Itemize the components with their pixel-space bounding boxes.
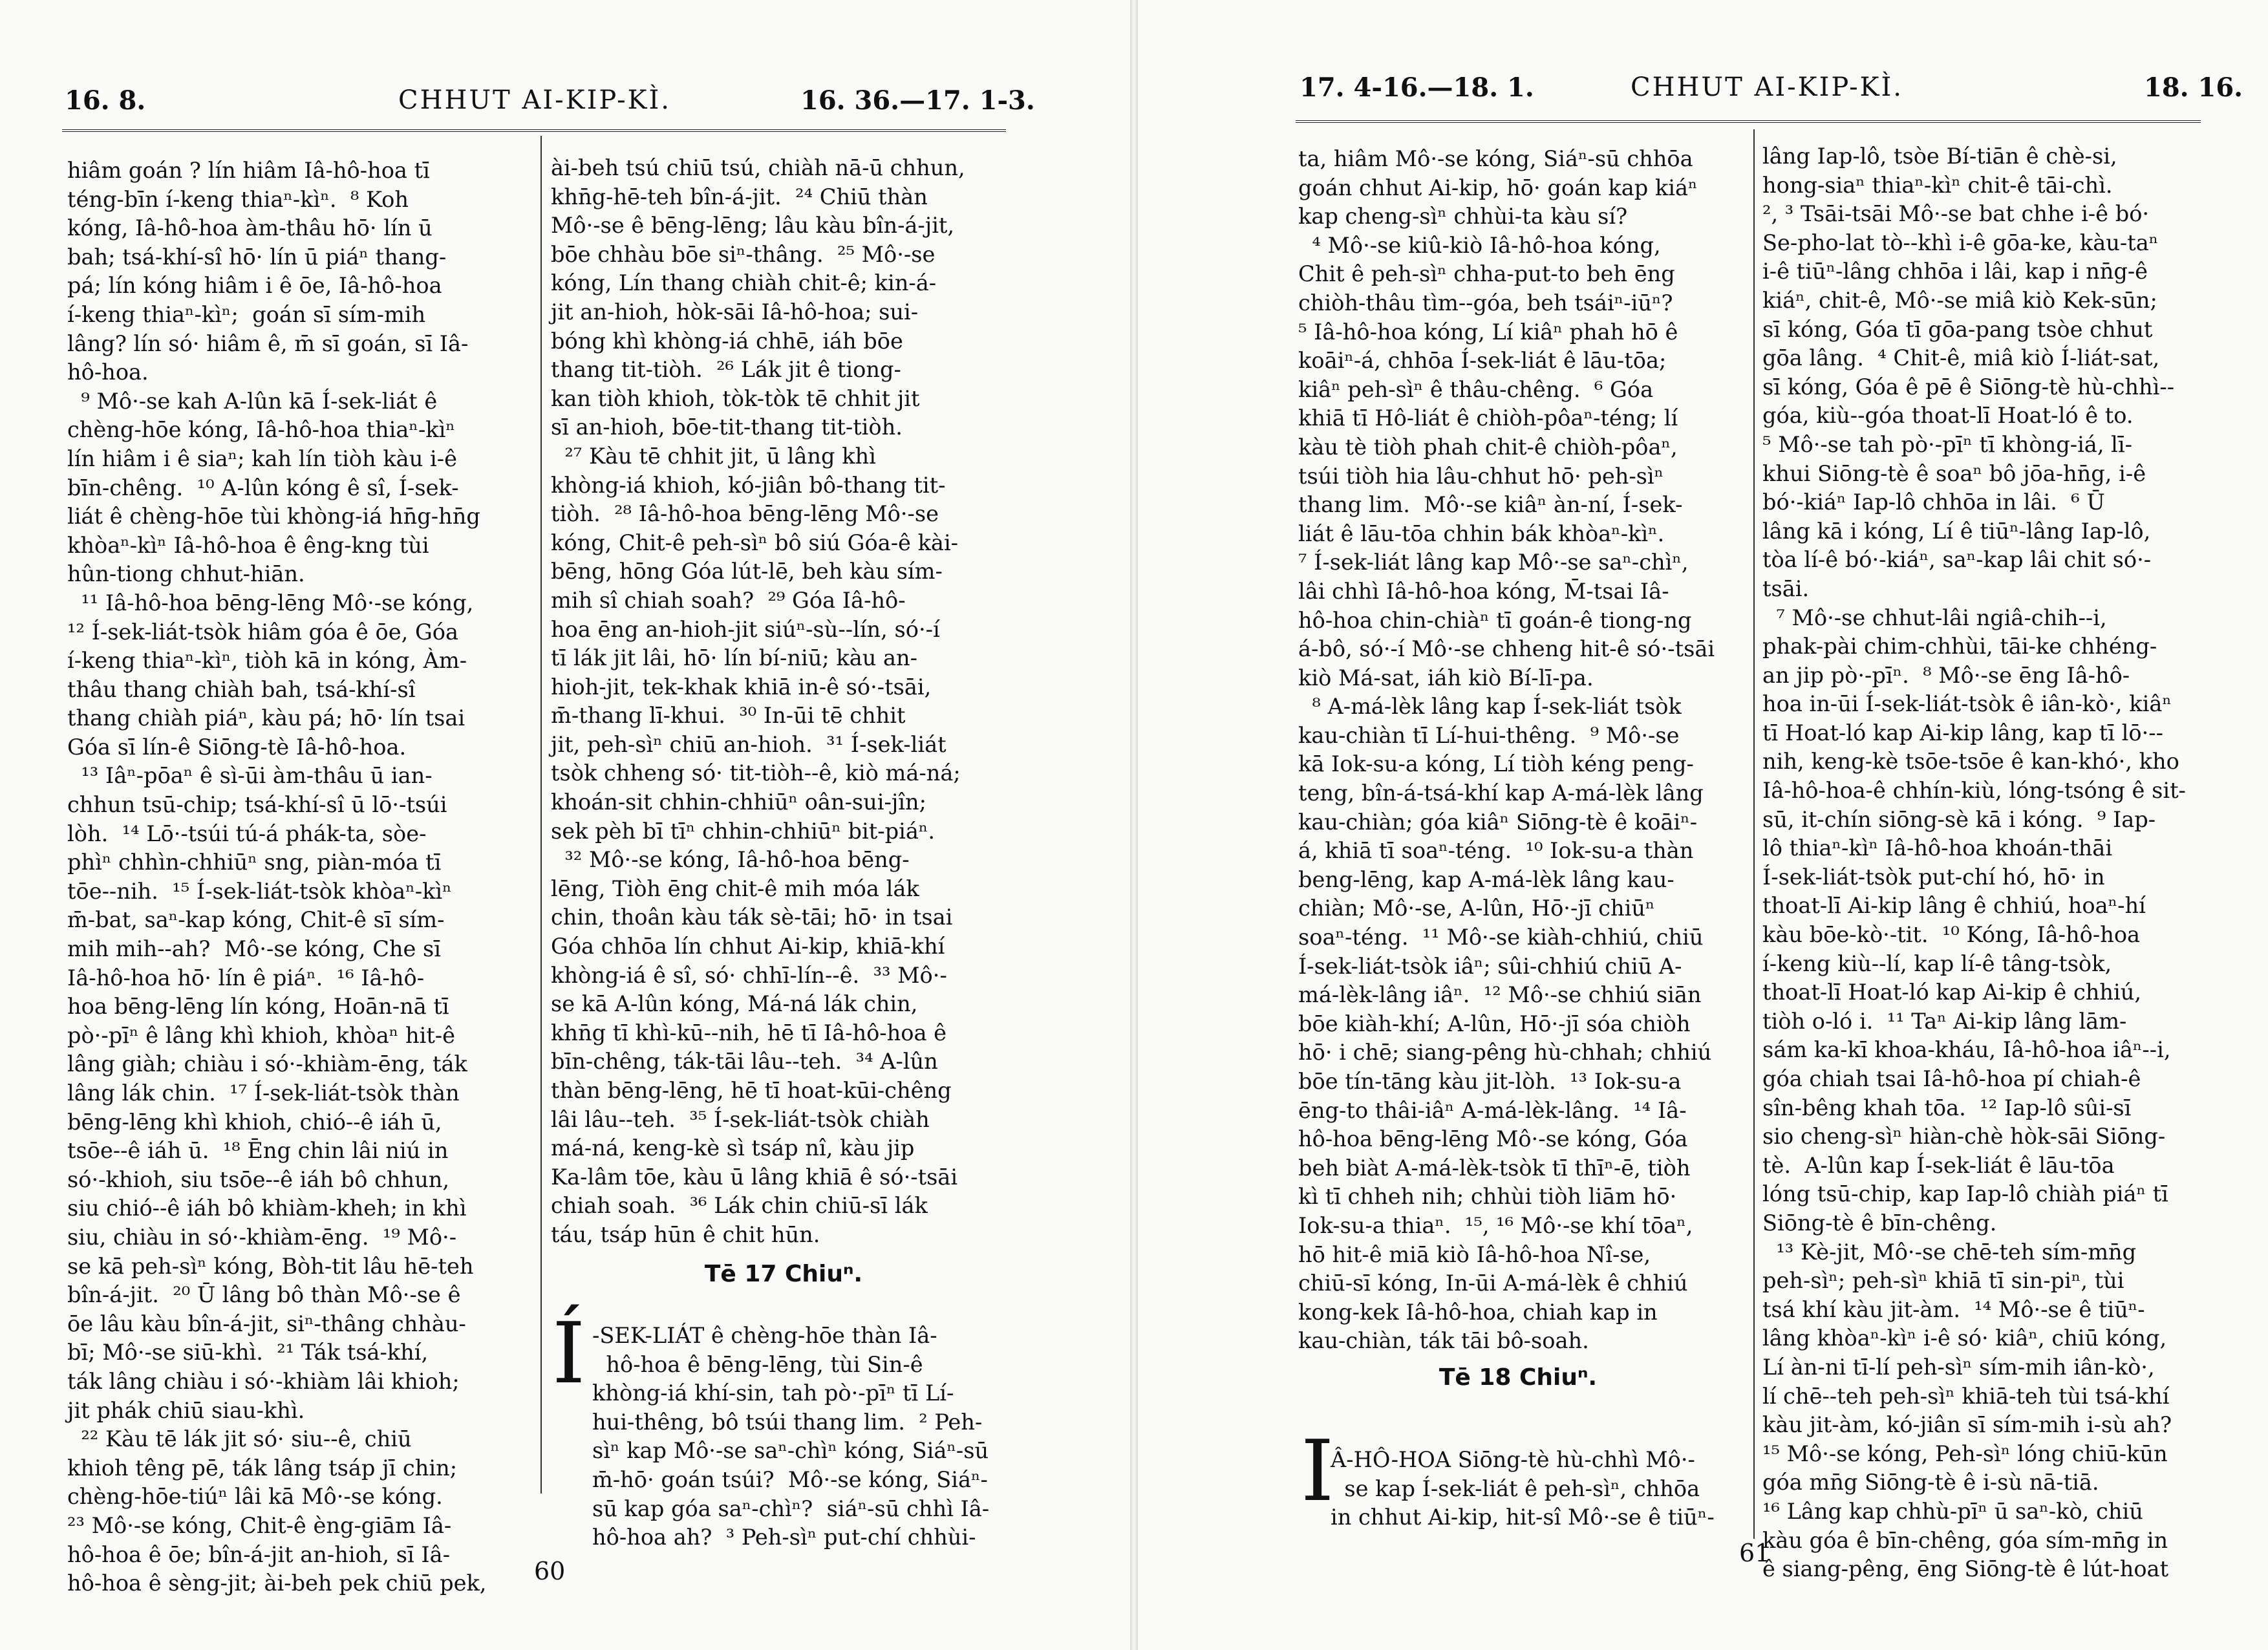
text-line: téng-bīn í-keng thiaⁿ-kìⁿ. ⁸ Koh	[67, 186, 409, 212]
chapter-18-drop-cap: I	[1301, 1422, 1334, 1520]
text-line: bōe chhàu bōe siⁿ-thâng. ²⁵ Mô·-se	[551, 241, 936, 267]
text-line: góa chiah tsai Iâ-hô-hoa pí chiah-ê	[1762, 1066, 2141, 1091]
text-line: ²⁷ Kàu tē chhit jit, ū lâng khì	[551, 443, 876, 469]
text-line: bóng khì khòng-iá chhē, iáh bōe	[551, 328, 903, 354]
text-line: hō hit-ê miā kiò Iâ-hô-hoa Nî-se,	[1298, 1241, 1651, 1267]
text-line: tsòk chheng só· tit-tiòh--ê, kiò má-ná;	[551, 760, 961, 786]
text-line: kiò Má-sat, iáh kiò Bí-lī-pa.	[1298, 665, 1594, 691]
text-line: liát ê chèng-hōe tùi khòng-iá hn̄g-hn̄g	[67, 504, 480, 530]
text-line: táu, tsáp hūn ê chit hūn.	[551, 1221, 820, 1247]
text-line: bōe tín-tāng kàu jit-lòh. ¹³ Iok-su-a	[1298, 1069, 1682, 1094]
text-line: jit phák chiū siau-khì.	[67, 1397, 305, 1423]
text-line: má-lèk-lâng iâⁿ. ¹² Mô·-se chhiú siān	[1298, 982, 1702, 1008]
right-header-chapter-range: 17. 4-16.—18. 1.	[1300, 72, 1534, 103]
text-line: ⁴ Mô·-se kiû-kiò Iâ-hô-hoa kóng,	[1298, 232, 1661, 258]
text-line: hô-hoa bēng-lēng Mô·-se kóng, Góa	[1298, 1126, 1688, 1152]
text-line: kong-kek Iâ-hô-hoa, chiah kap in	[1298, 1299, 1658, 1325]
text-line: tòa lí-ê bó·-kiáⁿ, saⁿ-kap lâi chit só·-	[1762, 547, 2152, 573]
text-line: lâng khòaⁿ-kìⁿ i-ê só· kiâⁿ, chiū kóng,	[1762, 1325, 2167, 1351]
text-line: chhun tsū-chip; tsá-khí-sî ū lō·-tsúi	[67, 792, 447, 818]
text-line: chiū-sī kóng, In-ūi A-má-lèk ê chhiú	[1298, 1270, 1688, 1296]
text-line: ¹³ Kè-jit, Mô·-se chē-teh sím-mn̄g	[1762, 1239, 2137, 1265]
text-line: lēng, Tiòh ēng chit-ê mih móa lák	[551, 875, 919, 901]
text-line: sîn-bêng khah tōa. ¹² Iap-lô sûi-sī	[1762, 1095, 2132, 1120]
text-line: Í-sek-liát-tsòk iâⁿ; sûi-chhiú chiū A-	[1298, 953, 1682, 979]
text-line: bîn-á-jit. ²⁰ Ū lâng bô thàn Mô·-se ê	[67, 1282, 461, 1308]
text-line: bah; tsá-khí-sî hō· lín ū piáⁿ thang-	[67, 244, 447, 270]
text-line: nih, keng-kè tsōe-tsōe ê kan-khó·, kho	[1762, 749, 2179, 775]
text-line: kan tiòh khioh, tòk-tòk tē chhit jit	[551, 385, 920, 411]
text-line: hô-hoa chin-chiàⁿ tī goán-ê tiong-ng	[1298, 607, 1692, 633]
text-line: gōa lâng. ⁴ Chit-ê, miâ kiò Í-liát-sat,	[1762, 345, 2160, 371]
text-line: hô-hoa.	[67, 359, 149, 385]
text-line: kap cheng-sìⁿ chhùi-ta kàu sí?	[1298, 204, 1628, 230]
text-line: mih mih--ah? Mô·-se kóng, Che sī	[67, 936, 442, 962]
text-line: hô-hoa ah? ³ Peh-sìⁿ put-chí chhùi-	[592, 1525, 976, 1550]
text-line: ¹¹ Iâ-hô-hoa bēng-lēng Mô·-se kóng,	[67, 590, 474, 616]
text-line: phìⁿ chhìn-chhiūⁿ sng, piàn-móa tī	[67, 850, 442, 875]
right-page-number: 61	[1739, 1539, 1771, 1567]
text-line: teng, bîn-á-tsá-khí kap A-má-lèk lâng	[1298, 780, 1704, 806]
text-line: lâi lâu--teh. ³⁵ Í-sek-liát-tsòk chiàh	[551, 1106, 930, 1132]
text-line: góa, kiù--góa thoat-lī Hoat-ló ê to.	[1762, 403, 2134, 429]
text-line: se kā A-lûn kóng, Má-ná lák chin,	[551, 991, 918, 1017]
left-page-header	[0, 85, 1134, 124]
text-line: kóng, Iâ-hô-hoa àm-thâu hō· lín ū	[67, 215, 433, 241]
text-line: kiáⁿ, chit-ê, Mô·-se miâ kiò Kek-sūn;	[1762, 287, 2157, 313]
text-line: kóng, Lín thang chiàh chit-ê; kin-á-	[551, 270, 937, 296]
left-header-rule	[62, 129, 1006, 132]
text-line: -SEK-LIÁT ê chèng-hōe thàn Iâ-	[592, 1323, 937, 1348]
text-line: chèng-hōe kóng, Iâ-hô-hoa thiaⁿ-kìⁿ	[67, 417, 455, 443]
text-line: khòng-iá khioh, kó-jiân bô-thang tit-	[551, 472, 946, 498]
text-line: thoat-lī Hoat-ló kap Ai-kip ê chhiú,	[1762, 980, 2142, 1005]
text-line: ²² Kàu tē lák jit só· siu--ê, chiū	[67, 1426, 412, 1452]
text-line: lâng? lín só· hiâm ê, m̄ sī goán, sī Iâ-	[67, 330, 469, 356]
text-line: jit an-hioh, hòk-sāi Iâ-hô-hoa; sui-	[551, 299, 919, 325]
text-line: thang chiàh piáⁿ, kàu pá; hō· lín tsai	[67, 705, 465, 731]
chapter-17-drop-cap: Í	[552, 1304, 586, 1402]
text-line: kau-chiàn; góa kiâⁿ Siōng-tè ê koāiⁿ-	[1298, 809, 1698, 835]
text-line: lòh. ¹⁴ Lō·-tsúi tú-á phák-ta, sòe-	[67, 820, 427, 846]
text-line: ¹⁵ Mô·-se kóng, Peh-sìⁿ lóng chiū-kūn	[1762, 1441, 2168, 1466]
text-line: an jip pò·-pīⁿ. ⁸ Mô·-se ēng Iâ-hô-	[1762, 662, 2130, 688]
text-line: thoat-lī Ai-kip lâng ê chhiú, hoaⁿ-hí	[1762, 893, 2146, 919]
text-line: lâng Iap-lô, tsòe Bí-tiān ê chè-si,	[1762, 144, 2117, 169]
text-line: Mô·-se ê bēng-lēng; lâu kàu bîn-á-jit,	[551, 213, 955, 239]
text-line: soaⁿ-téng. ¹¹ Mô·-se kiàh-chhiú, chiū	[1298, 925, 1704, 950]
text-line: khioh têng pē, ták lâng tsáp jī chin;	[67, 1455, 458, 1481]
text-line: lín hiâm i ê siaⁿ; kah lín tiòh kàu i-ê	[67, 445, 457, 471]
text-line: pá; lín kóng hiâm i ê ōe, Iâ-hô-hoa	[67, 273, 442, 299]
text-line: ⁵ Mô·-se tah pò·-pīⁿ tī khòng-iá, lī-	[1762, 431, 2132, 457]
text-line: lóng tsū-chip, kap Iap-lô chiàh piáⁿ tī	[1762, 1181, 2168, 1207]
text-line: kàu bōe-kò·-tit. ¹⁰ Kóng, Iâ-hô-hoa	[1762, 922, 2141, 948]
text-line: bōe kiàh-khí; A-lûn, Hō·-jī sóa chiòh	[1298, 1011, 1691, 1036]
right-header-book-title: CHHUT AI-KIP-KÌ.	[1631, 72, 1904, 102]
text-line: sám ka-kī khoa-kháu, Iâ-hô-hoa iâⁿ--i,	[1762, 1037, 2171, 1063]
text-line: má-ná, keng-kè sì tsáp nî, kàu jip	[551, 1135, 915, 1161]
right-page	[1134, 0, 2268, 1650]
text-line: í-keng kiù--lí, kap lí-ê tâng-tsòk,	[1762, 950, 2112, 976]
left-header-book-title: CHHUT AI-KIP-KÌ.	[398, 85, 672, 115]
text-line: lô thiaⁿ-kìⁿ Iâ-hô-hoa khoán-thāi	[1762, 835, 2113, 861]
text-line: tè. A-lûn kap Í-sek-liát ê lāu-tōa	[1762, 1152, 2115, 1178]
left-page-number: 60	[534, 1557, 566, 1585]
text-line: khn̄g tī khì-kū--nih, hē tī Iâ-hô-hoa ê	[551, 1020, 947, 1045]
text-line: hoa in-ūi Í-sek-liát-tsòk ê iân-kò·, kiâⁿ	[1762, 691, 2172, 717]
text-line: tsúi tiòh hia lâu-chhut hō· peh-sìⁿ	[1298, 463, 1664, 489]
text-line: Se-pho-lat tò--khì i-ê gōa-ke, kàu-taⁿ	[1762, 230, 2159, 255]
text-line: hiâm goán ? lín hiâm Iâ-hô-hoa tī	[67, 158, 430, 183]
text-line: ⁹ Mô·-se kah A-lûn kā Í-sek-liát ê	[67, 388, 438, 414]
text-line: bēng-lēng khì khioh, chió--ê iáh ū,	[67, 1109, 442, 1135]
text-line: tiòh. ²⁸ Iâ-hô-hoa bēng-lēng Mô·-se	[551, 501, 939, 527]
text-line: kau-chiàn tī Lí-hui-thêng. ⁹ Mô·-se	[1298, 722, 1680, 748]
left-column-2-top	[551, 154, 1016, 1250]
text-line: khoán-sit chhin-chhiūⁿ oân-sui-jîn;	[551, 789, 926, 815]
left-column-divider	[540, 136, 542, 1494]
text-line: se kap Í-sek-liát ê peh-sìⁿ, chhōa	[1331, 1475, 1700, 1501]
text-line: hioh-jit, tek-khak khiā in-ê só·-tsāi,	[551, 674, 932, 700]
text-line: ê siang-pêng, ēng Siōng-tè ê lút-hoat	[1762, 1556, 2169, 1582]
text-line: kì tī chheh nih; chhùi tiòh liām hō·	[1298, 1184, 1677, 1210]
text-line: beng-lēng, kap A-má-lèk lâng kau-	[1298, 866, 1674, 892]
text-line: á, khiā tī soaⁿ-téng. ¹⁰ Iok-su-a thàn	[1298, 838, 1694, 864]
text-line: mih sî chiah soah? ²⁹ Góa Iâ-hô-	[551, 587, 906, 613]
text-line: só·-khioh, siu tsōe--ê iáh bô chhun,	[67, 1166, 450, 1192]
text-line: bīn-chêng. ¹⁰ A-lûn kóng ê sî, Í-sek-	[67, 475, 459, 500]
text-line: tī lák jit lâi, hō· lín bí-niū; kàu an-	[551, 645, 918, 671]
text-line: hô-hoa ê ōe; bîn-á-jit an-hioh, sī Iâ-	[67, 1541, 451, 1567]
text-line: Iâ-hô-hoa hō· lín ê piáⁿ. ¹⁶ Iâ-hô-	[67, 965, 425, 991]
right-column-divider	[1753, 129, 1755, 1539]
text-line: khòaⁿ-kìⁿ Iâ-hô-hoa ê êng-kng tùi	[67, 532, 429, 558]
text-line: kau-chiàn, ták tāi bô-soah.	[1298, 1328, 1589, 1354]
text-line: tiòh o-ló i. ¹¹ Taⁿ Ai-kip lâng lām-	[1762, 1008, 2127, 1034]
text-line: hô-hoa ê sèng-jit; ài-beh pek chiū pek,	[67, 1570, 487, 1596]
text-line: beh biàt A-má-lèk-tsòk tī thīⁿ-ē, tiòh	[1298, 1155, 1691, 1181]
text-line: khiā tī Hô-liát ê chiòh-pôaⁿ-téng; lí	[1298, 405, 1678, 431]
text-line: sū, it-chín siōng-sè kā i kóng. ⁹ Iap-	[1762, 806, 2156, 832]
text-line: Góa chhōa lín chhut Ai-kip, khiā-khí	[551, 934, 945, 959]
text-line: chiah soah. ³⁶ Lák chin chiū-sī lák	[551, 1193, 928, 1219]
text-line: ², ³ Tsāi-tsāi Mô·-se bat chhe i-ê bó·	[1762, 201, 2150, 227]
text-line: koāiⁿ-á, chhōa Í-sek-liát ê lāu-tōa;	[1298, 348, 1667, 374]
text-line: tsāi.	[1762, 575, 1810, 601]
text-line: siu chió--ê iáh bô khiàm-kheh; in khì	[67, 1195, 467, 1221]
text-line: lí chē--teh peh-sìⁿ khiā-teh tùi tsá-khí	[1762, 1383, 2170, 1409]
text-line: ⁷ Mô·-se chhut-lâi ngiâ-chih--i,	[1762, 605, 2107, 630]
text-line: hui-thêng, bô tsúi thang lim. ² Peh-	[592, 1409, 983, 1435]
text-line: thang lim. Mô·-se kiâⁿ àn-ní, Í-sek-	[1298, 492, 1683, 518]
right-column-1-top	[1298, 145, 1738, 1356]
text-line: chiòh-thâu tìm--góa, beh tsáiⁿ-iūⁿ?	[1298, 290, 1673, 316]
text-line: jit, peh-sìⁿ chiū an-hioh. ³¹ Í-sek-liát	[551, 731, 947, 757]
right-column-2	[1762, 142, 2209, 1584]
text-line: siu, chiàu in só·-khiàm-ēng. ¹⁹ Mô·-	[67, 1224, 457, 1250]
text-line: Góa sī lín-ê Siōng-tè Iâ-hô-hoa.	[67, 734, 407, 760]
text-line: khn̄g-hē-teh bîn-á-jit. ²⁴ Chiū thàn	[551, 184, 928, 209]
text-line: goán chhut Ai-kip, hō· goán kap kiáⁿ	[1298, 175, 1698, 200]
text-line: lâng kā i kóng, Lí ê tiūⁿ-lâng Iap-lô,	[1762, 518, 2151, 544]
text-line: pò·-pīⁿ ê lâng khì khioh, khòaⁿ hit-ê	[67, 1022, 456, 1048]
text-line: kiâⁿ peh-sìⁿ ê thâu-chêng. ⁶ Góa	[1298, 376, 1654, 402]
text-line: bó·-kiáⁿ Iap-lô chhōa in lâi. ⁶ Ū	[1762, 489, 2105, 515]
text-line: ¹⁶ Lâng kap chhù-pīⁿ ū saⁿ-kò, chiū	[1762, 1498, 2143, 1524]
text-line: ⁵ Iâ-hô-hoa kóng, Lí kiâⁿ phah hō ê	[1298, 319, 1678, 345]
text-line: kàu góa ê bīn-chêng, góa sím-mn̄g in	[1762, 1527, 2168, 1553]
text-line: chiàn; Mô·-se, A-lûn, Hō·-jī chiūⁿ	[1298, 895, 1655, 921]
text-line: in chhut Ai-kip, hit-sî Mô·-se ê tiūⁿ-	[1331, 1505, 1715, 1530]
text-line: hoa bēng-lēng lín kóng, Hoān-nā tī	[67, 994, 449, 1020]
text-line: í-keng thiaⁿ-kìⁿ; goán sī sím-mih	[67, 301, 426, 327]
text-line: m̄-hō· goán tsúi? Mô·-se kóng, Siáⁿ-	[592, 1466, 988, 1492]
text-line: Â-HÔ-HOA Siōng-tè hù-chhì Mô·-	[1331, 1447, 1695, 1472]
text-line: í-keng thiaⁿ-kìⁿ, tiòh kā in kóng, Àm-	[67, 648, 467, 674]
text-line: hō· i chē; siang-pêng hù-chhah; chhiú	[1298, 1040, 1712, 1066]
text-line: kàu tè tiòh phah chit-ê chiòh-pôaⁿ,	[1298, 434, 1678, 460]
text-line: chèng-hōe-tiúⁿ lâi kā Mô·-se kóng.	[67, 1484, 443, 1510]
text-line: hoa ēng an-hioh-jit siúⁿ-sù--lín, só·-í	[551, 616, 940, 642]
text-line: phak-pài chim-chhùi, tāi-ke chhéng-	[1762, 634, 2157, 659]
text-line: bīn-chêng, ták-tāi lâu--teh. ³⁴ A-lûn	[551, 1049, 938, 1075]
text-line: hong-siaⁿ thiaⁿ-kìⁿ chit-ê tāi-chì.	[1762, 172, 2113, 198]
text-line: kàu jit-àm, kó-jiân sī sím-mih i-sù ah?	[1762, 1412, 2172, 1438]
text-line: á-bô, só·-í Mô·-se chheng hit-ê só·-tsāi	[1298, 636, 1715, 662]
text-line: i-ê tiūⁿ-lâng chhōa i lâi, kap i nn̄g-ê	[1762, 259, 2148, 284]
text-line: lâng giàh; chiàu i só·-khiàm-ēng, ták	[67, 1051, 467, 1077]
right-page-header	[1134, 72, 2268, 111]
text-line: m̄-bat, saⁿ-kap kóng, Chit-ê sī sím-	[67, 907, 445, 933]
left-column-1	[67, 156, 533, 1598]
text-line: sī kóng, Góa ê pē ê Siōng-tè hù-chhì--	[1762, 374, 2175, 400]
text-line: sū kap góa saⁿ-chìⁿ? siáⁿ-sū chhì Iâ-	[592, 1495, 990, 1521]
text-line: Chit ê peh-sìⁿ chha-put-to beh ēng	[1298, 261, 1675, 287]
text-line: Í-sek-liát-tsòk put-chí hó, hō· in	[1762, 864, 2105, 890]
text-line: ēng-to thâi-iâⁿ A-má-lèk-lâng. ¹⁴ Iâ-	[1298, 1097, 1687, 1123]
text-line: ¹² Í-sek-liát-tsòk hiâm góa ê ōe, Góa	[67, 619, 459, 645]
text-line: Lí àn-ni tī-lí peh-sìⁿ sím-mih iân-kò·,	[1762, 1354, 2155, 1380]
text-line: bī; Mô·-se siū-khì. ²¹ Ták tsá-khí,	[67, 1340, 429, 1366]
text-line: khòng-iá khí-sin, tah pò·-pīⁿ tī Lí-	[592, 1380, 954, 1406]
text-line: hô-hoa ê bēng-lēng, tùi Sin-ê	[592, 1351, 923, 1377]
text-line: ta, hiâm Mô·-se kóng, Siáⁿ-sū chhōa	[1298, 146, 1693, 171]
text-line: sī kóng, Góa tī gōa-pang tsòe chhut	[1762, 316, 2153, 342]
text-line: ài-beh tsú chiū tsú, chiàh nā-ū chhun,	[551, 155, 965, 180]
text-line: hûn-tiong chhut-hiān.	[67, 561, 305, 587]
text-line: ⁷ Í-sek-liát lâng kap Mô·-se saⁿ-chìⁿ,	[1298, 550, 1689, 575]
text-line: tsá khí kàu jit-àm. ¹⁴ Mô·-se ê tiūⁿ-	[1762, 1296, 2145, 1322]
text-line: sio cheng-sìⁿ hiàn-chè hòk-sāi Siōng-	[1762, 1124, 2166, 1150]
text-line: Iok-su-a thiaⁿ. ¹⁵, ¹⁶ Mô·-se khí tōaⁿ,	[1298, 1212, 1693, 1238]
text-line: góa mn̄g Siōng-tè ê i-sù nā-tiā.	[1762, 1470, 2099, 1495]
text-line: ták lâng chiàu i só·-khiàm lâi khioh;	[67, 1368, 460, 1394]
text-line: sìⁿ kap Mô·-se saⁿ-chìⁿ kóng, Siáⁿ-sū	[592, 1438, 989, 1464]
text-line: chin, thoân kàu ták sè-tāi; hō· in tsai	[551, 905, 953, 930]
text-line: peh-sìⁿ; peh-sìⁿ khiā tī sin-piⁿ, tùi	[1762, 1268, 2124, 1294]
text-line: Ka-lâm tōe, kàu ū lâng khiā ê só·-tsāi	[551, 1164, 958, 1190]
left-header-verse-range: 16. 36.—17. 1-3.	[800, 85, 1035, 116]
text-line: tōe--nih. ¹⁵ Í-sek-liát-tsòk khòaⁿ-kìⁿ	[67, 878, 452, 904]
text-line: ⁸ A-má-lèk lâng kap Í-sek-liát tsòk	[1298, 694, 1682, 720]
text-line: thâu thang chiàh bah, tsá-khí-sî	[67, 676, 416, 702]
right-header-rule	[1296, 120, 2201, 123]
text-line: ³² Mô·-se kóng, Iâ-hô-hoa bēng-	[551, 847, 910, 873]
text-line: thang tit-tiòh. ²⁶ Lák jit ê tiong-	[551, 357, 901, 383]
text-line: kā Iok-su-a kóng, Lí tiòh kéng peng-	[1298, 751, 1694, 777]
text-line: thàn bēng-lēng, hē tī hoat-kūi-chêng	[551, 1078, 952, 1103]
text-line: ¹³ Iâⁿ-pōaⁿ ê sì-ūi àm-thâu ū ian-	[67, 763, 433, 789]
text-line: khòng-iá ê sî, só· chhī-lín--ê. ³³ Mô·-	[551, 962, 947, 988]
chapter-18-heading: Tē 18 Chiuⁿ.	[1439, 1364, 1598, 1391]
text-line: kóng, Chit-ê peh-sìⁿ bô siú Góa-ê kài-	[551, 530, 959, 555]
text-line: Iâ-hô-hoa-ê chhín-kiù, lóng-tsóng ê sit-	[1762, 778, 2186, 804]
chapter-17-heading: Tē 17 Chiuⁿ.	[704, 1261, 863, 1287]
text-line: m̄-thang lī-khui. ³⁰ In-ūi tē chhit	[551, 703, 906, 729]
right-header-verse-range: 18. 16.	[2144, 72, 2243, 103]
text-line: Siōng-tè ê bīn-chêng.	[1762, 1210, 1997, 1236]
text-line: liát ê lāu-tōa chhin bák khòaⁿ-kìⁿ.	[1298, 520, 1665, 546]
text-line: tsōe--ê iáh ū. ¹⁸ Ēng chin lâi niú in	[67, 1138, 449, 1164]
text-line: khui Siōng-tè ê soaⁿ bô jōa-hn̄g, i-ê	[1762, 460, 2146, 486]
left-column-2-bottom	[592, 1322, 1032, 1552]
text-line: ²³ Mô·-se kóng, Chit-ê èng-giām Iâ-	[67, 1512, 452, 1538]
text-line: sek pèh bī tīⁿ chhin-chhiūⁿ bit-piáⁿ.	[551, 818, 936, 844]
text-line: ōe lâu kàu bîn-á-jit, siⁿ-thâng chhàu-	[67, 1311, 466, 1336]
text-line: lâng lák chin. ¹⁷ Í-sek-liát-tsòk thàn	[67, 1080, 460, 1106]
left-header-chapter-range: 16. 8.	[65, 85, 146, 116]
text-line: tī Hoat-ló kap Ai-kip lâng, kap tī lō·--	[1762, 720, 2163, 745]
text-line: sī an-hioh, bōe-tit-thang tit-tiòh.	[551, 414, 903, 440]
text-line: lâi chhì Iâ-hô-hoa kóng, M̄-tsai Iâ-	[1298, 578, 1669, 604]
text-line: bēng, hōng Góa lút-lē, beh kàu sím-	[551, 559, 943, 584]
text-line: se kā peh-sìⁿ kóng, Bòh-tit lâu hē-teh	[67, 1253, 474, 1279]
right-column-1-bottom	[1331, 1446, 1757, 1532]
